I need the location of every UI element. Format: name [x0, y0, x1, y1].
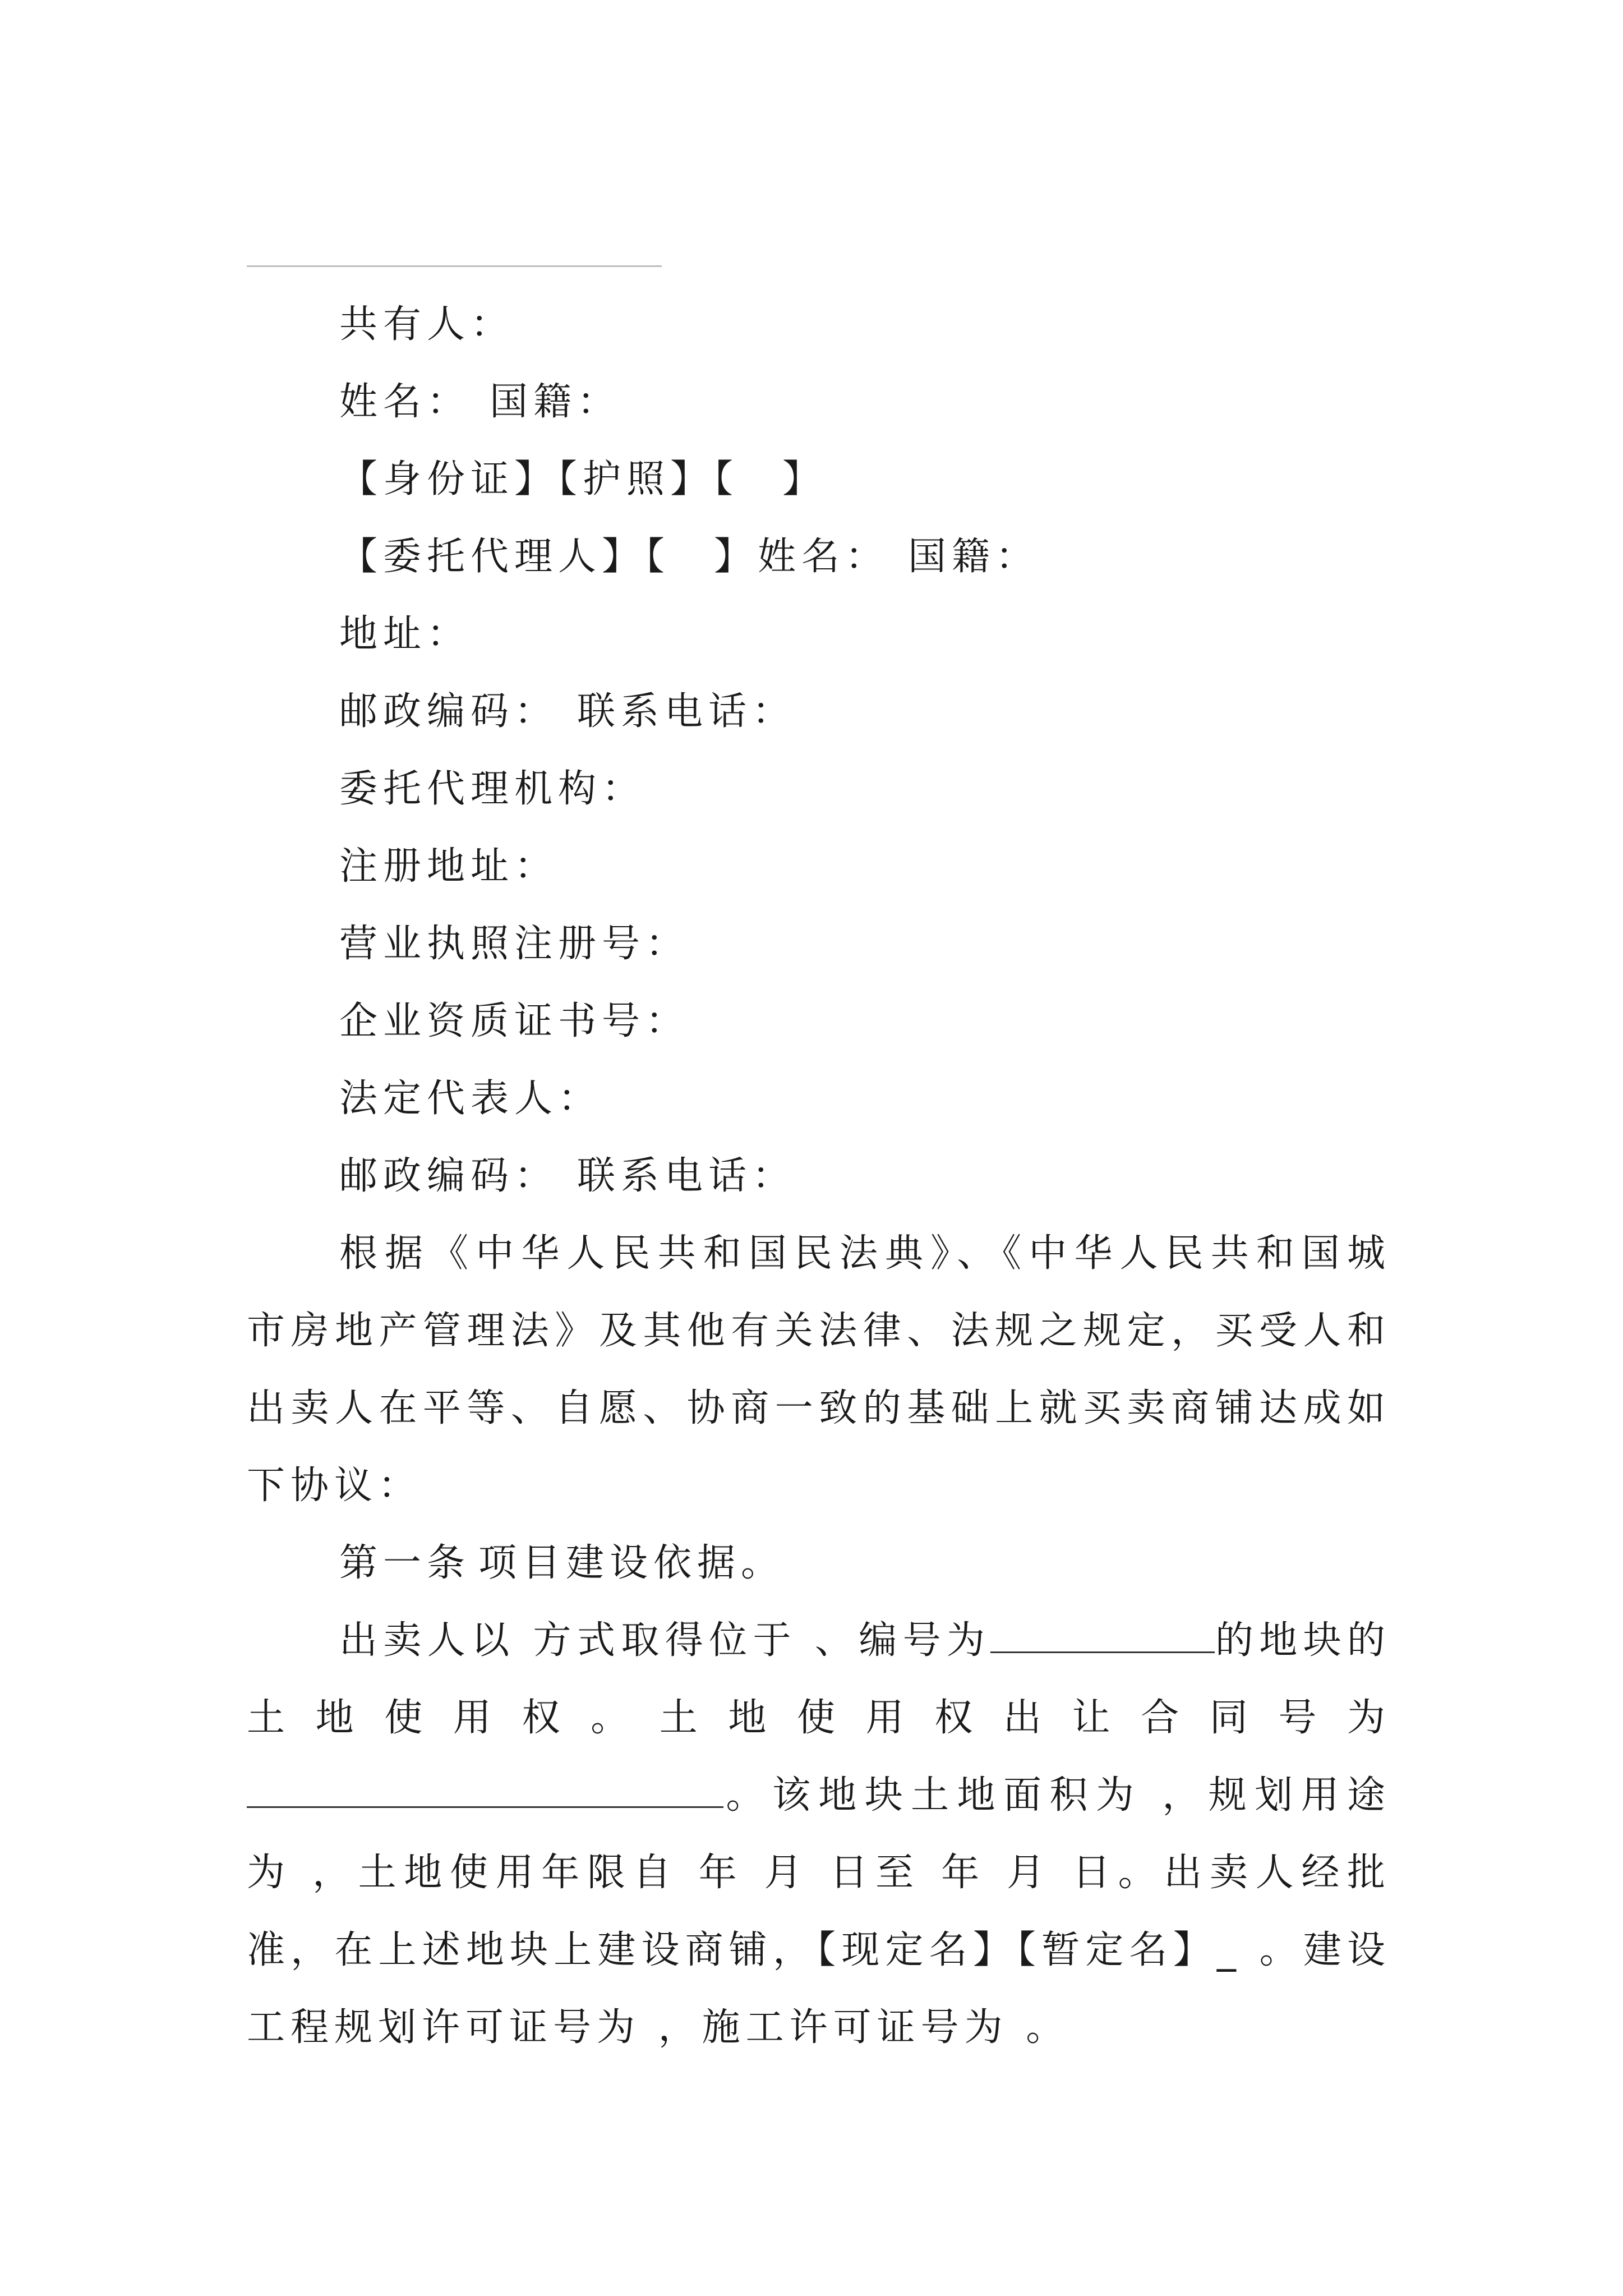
name-nationality-line	[247, 364, 1391, 441]
phone-label: 联系电话：	[577, 689, 796, 734]
phone-label-2: 联系电话：	[577, 1154, 796, 1198]
postal-code-label-2: 邮政编码：	[339, 1154, 559, 1198]
agent-line	[247, 518, 1391, 596]
article-title: 项目建设依据。	[478, 1541, 785, 1585]
postal-phone-line-2	[247, 1138, 1391, 1215]
header-divider	[247, 265, 662, 267]
name-label: 姓名：	[339, 380, 471, 424]
registered-address-label: 注册地址：	[339, 844, 559, 889]
id-type-line	[247, 441, 1391, 518]
article-number: 第一条	[339, 1541, 471, 1585]
contract-body	[247, 286, 1391, 2067]
parcel-number-blank	[990, 1620, 1215, 1653]
co-owner-label: 共有人：	[339, 302, 515, 347]
qualification-label: 企业资质证书号：	[339, 999, 690, 1043]
qualification-line	[247, 983, 1391, 1060]
agency-label: 委托代理机构：	[339, 767, 646, 811]
body-text-part-3: 。该地块土地面积为 ，规划用途为 ，土地使用年限自 年 月 日至 年 月 日。出卖人经批准，在上述地块上建设商铺，【现定名】【暂定名】_ 。建设工程规划许可证号为 ，施工许可证号为 。	[247, 1773, 1391, 2050]
address-line	[247, 596, 1391, 673]
article-body-paragraph	[247, 1602, 1391, 2067]
agency-line	[247, 751, 1391, 828]
postal-phone-line	[247, 673, 1391, 751]
agent-nationality-label: 国籍：	[908, 535, 1040, 579]
contract-number-blank	[247, 1775, 723, 1808]
agent-label: 【委托代理人】【 】姓名：	[339, 535, 889, 579]
license-label: 营业执照注册号：	[339, 922, 690, 966]
address-label: 地址：	[339, 612, 471, 656]
body-text-part-1: 出卖人以 方式取得位于 、编号为	[339, 1618, 991, 1663]
co-owner-line	[247, 286, 1391, 364]
preamble-paragraph: 根据《中华人民共和国民法典》、《中华人民共和国城市房地产管理法》及其他有关法律、法规之规定，买受人和出卖人在平等、自愿、协商一致的基础上就买卖商铺达成如下协议：	[247, 1231, 1391, 1508]
legal-rep-line	[247, 1060, 1391, 1138]
legal-rep-label: 法定代表人：	[339, 1076, 602, 1121]
license-line	[247, 905, 1391, 983]
postal-code-label: 邮政编码：	[339, 689, 559, 734]
article-heading	[247, 1525, 1391, 1602]
body-text-part-2: 的地块的土地使用权。土地使用权出让合同号为	[247, 1618, 1391, 1740]
id-type-options: 【身份证】【护照】【 】	[339, 457, 827, 501]
registered-address-line	[247, 828, 1391, 905]
nationality-label: 国籍：	[490, 380, 621, 424]
